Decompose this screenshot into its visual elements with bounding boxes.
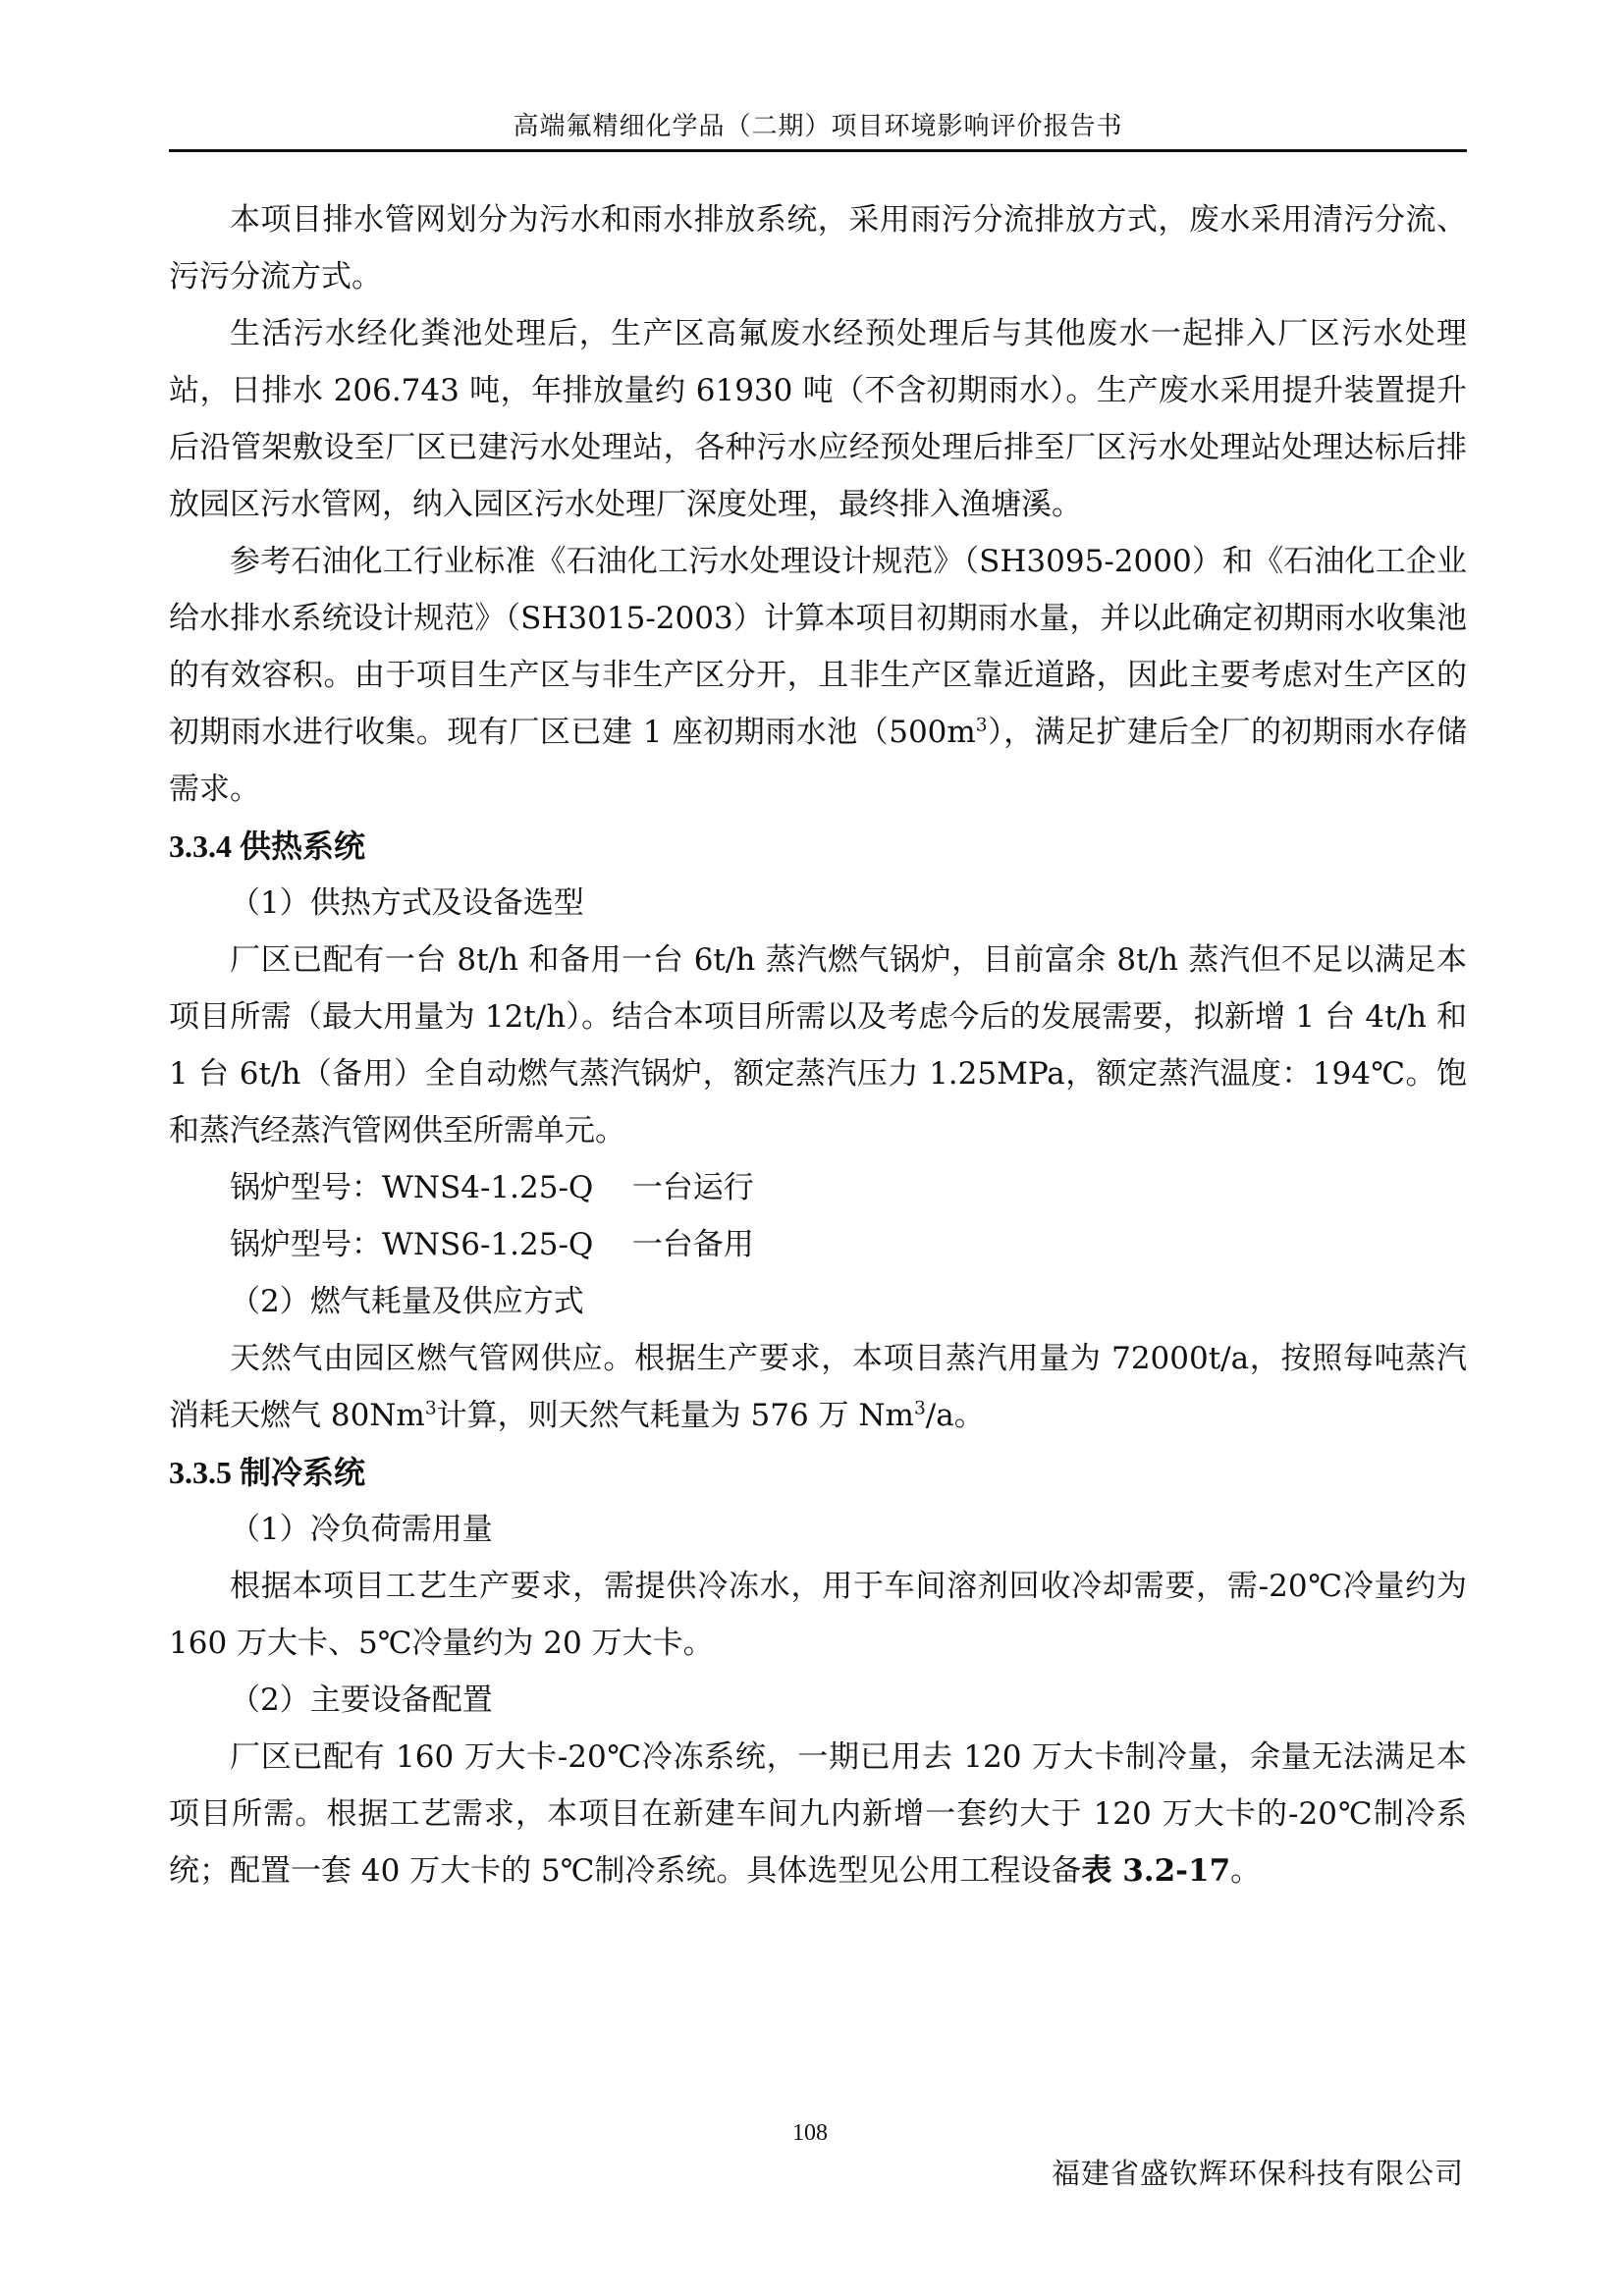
paragraph-cooling-demand: 根据本项目工艺生产要求，需提供冷冻水，用于车间溶剂回收冷却需要，需-20℃冷量约为 160 万大卡、5℃冷量约为 20 万大卡。 xyxy=(169,1569,1467,1661)
boiler-model-line-2: 锅炉型号：WNS6-1.25-Q 一台备用 xyxy=(230,1227,754,1262)
boiler-model-line-1: 锅炉型号：WNS4-1.25-Q 一台运行 xyxy=(230,1170,754,1205)
subheading-cooling-load: （1）冷负荷需用量 xyxy=(230,1512,493,1547)
paragraph-drainage-network: 本项目排水管网划分为污水和雨水排放系统，采用雨污分流排放方式，废水采用清污分流、污污分流方式。 xyxy=(169,202,1467,294)
paragraph-equipment-config-end: 。 xyxy=(1230,1853,1262,1889)
superscript: 3 xyxy=(913,1398,926,1419)
paragraph-initial-rainwater xyxy=(169,533,1467,818)
superscript: 3 xyxy=(424,1398,437,1419)
header-divider xyxy=(169,149,1467,152)
footer-company-name: 福建省盛钦辉环保科技有限公司 xyxy=(1051,2157,1464,2190)
section-heading-refrigeration-system: 3.3.5 制冷系统 xyxy=(169,1455,366,1490)
paragraph-equipment-config xyxy=(169,1729,1467,1899)
superscript: 3 xyxy=(975,715,988,736)
paragraph-wastewater-treatment: 生活污水经化粪池处理后，生产区高氟废水经预处理后与其他废水一起排入厂区污水处理站，日排水 206.743 吨，年排放量约 61930 吨（不含初期雨水）。生产废水采用提升装置提升后沿管架敷设至厂区已建污水处理站，各种污水应经预处理后排至厂区污水处理站处理达标后排放园区污水管网，纳入园区污水处理厂深度处理，最终排入渔塘溪。 xyxy=(169,316,1467,522)
paragraph-natural-gas xyxy=(169,1330,1467,1444)
subheading-equipment-config: （2）主要设备配置 xyxy=(230,1682,493,1718)
page-number: 108 xyxy=(792,2120,828,2146)
paragraph-natural-gas-text-b: 计算，则天然气耗量为 576 万 Nm xyxy=(436,1398,914,1433)
page-header-title: 高端氟精细化学品（二期）项目环境影响评价报告书 xyxy=(513,112,1123,141)
paragraph-initial-rainwater-text-end: ），满足扩建后全厂的初期雨水存储需求。 xyxy=(169,715,1468,807)
paragraph-boiler-description: 厂区已配有一台 8t/h 和备用一台 6t/h 蒸汽燃气锅炉，目前富余 8t/h 蒸汽但不足以满足本项目所需（最大用量为 12t/h）。结合本项目所需以及考虑今后的发展需要，拟新增 1 台 4t/h 和 1 台 6t/h（备用）全自动燃气蒸汽锅炉，额定蒸汽压力 1.25MPa，额定蒸汽温度：194℃。饱和蒸汽经蒸汽管网供至所需单元。 xyxy=(169,942,1467,1148)
paragraph-natural-gas-text-a: 天然气由园区燃气管网供应。根据生产要求，本项目蒸汽用量为 72000t/a，按照每吨蒸汽消耗天燃气 80Nm xyxy=(169,1341,1467,1433)
subheading-gas-consumption: （2）燃气耗量及供应方式 xyxy=(230,1284,584,1319)
paragraph-equipment-config-text: 厂区已配有 160 万大卡-20℃冷冻系统，一期已用去 120 万大卡制冷量，余量无法满足本项目所需。根据工艺需求，本项目在新建车间九内新增一套约大于 120 万大卡的-20℃制冷系统；配置一套 40 万大卡的 5℃制冷系统。具体选型见公用工程设备 xyxy=(169,1739,1467,1889)
page-body xyxy=(169,191,1467,1899)
section-heading-heating-system: 3.3.4 供热系统 xyxy=(169,828,366,864)
subheading-heating-method: （1）供热方式及设备选型 xyxy=(230,885,584,921)
paragraph-natural-gas-text-c: /a。 xyxy=(925,1398,985,1433)
table-reference: 表 3.2-17 xyxy=(1081,1853,1231,1889)
paragraph-initial-rainwater-text: 参考石油化工行业标准《石油化工污水处理设计规范》（SH3095-2000）和《石油化工企业给水排水系统设计规范》（SH3015-2003）计算本项目初期雨水量，并以此确定初期雨水收集池的有效容积。由于项目生产区与非生产区分开，且非生产区靠近道路，因此主要考虑对生产区的初期雨水进行收集。现有厂区已建 1 座初期雨水池（500m xyxy=(169,544,1467,750)
